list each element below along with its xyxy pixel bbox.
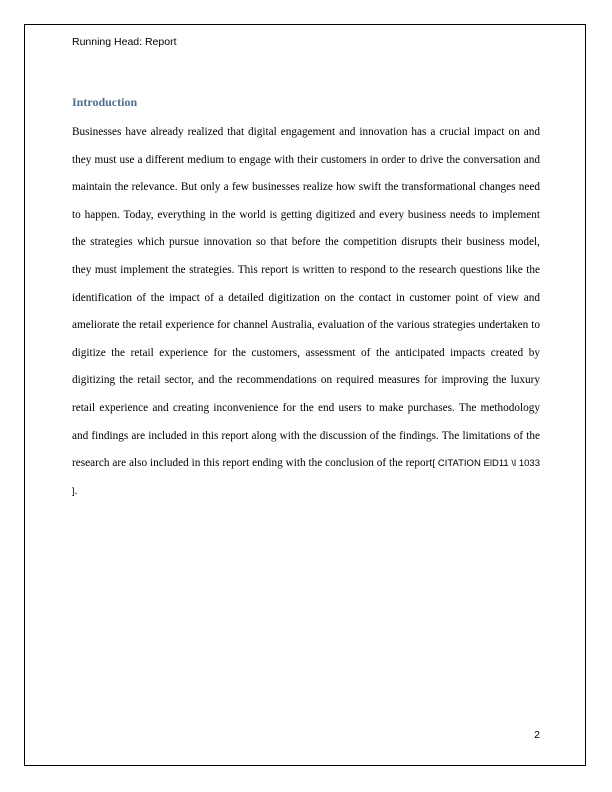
section-heading: Introduction bbox=[72, 95, 138, 109]
paragraph-text: Businesses have already realized that digital engagement and innovation has a crucial impact on and they must use a different medium to engage with their customers in order to drive the conversation and maintain the relevance. But only a few businesses realize how swift the transformational changes need to happen. Today, everything in the world is getting digitized and every business needs to implement the strategies which pursue innovation so that before the competition disrupts their business model, they must implement the strategies. This report is written to respond to the research questions like the identification of the impact of a detailed digitization on the contact in customer point of view and ameliorate the retail experience for channel Australia, evaluation of the various strategies undertaken to digitize the retail experience for the customers, assessment of the anticipated impacts created by digitizing the retail sector, and the recommendations on required measures for improving the luxury retail experience and creating inconvenience for the end users to make purchases. The methodology and findings are included in this report along with the discussion of the findings. The limitations of the research are also included in this report ending with the conclusion of the report bbox=[72, 126, 540, 470]
paragraph-end: . bbox=[74, 484, 78, 497]
running-head: Running Head: Report bbox=[72, 36, 177, 48]
citation-field[interactable]: [ CITATION ElD11 \l 1033 ] bbox=[72, 458, 540, 497]
page-number: 2 bbox=[534, 729, 540, 741]
body-paragraph bbox=[72, 119, 540, 505]
